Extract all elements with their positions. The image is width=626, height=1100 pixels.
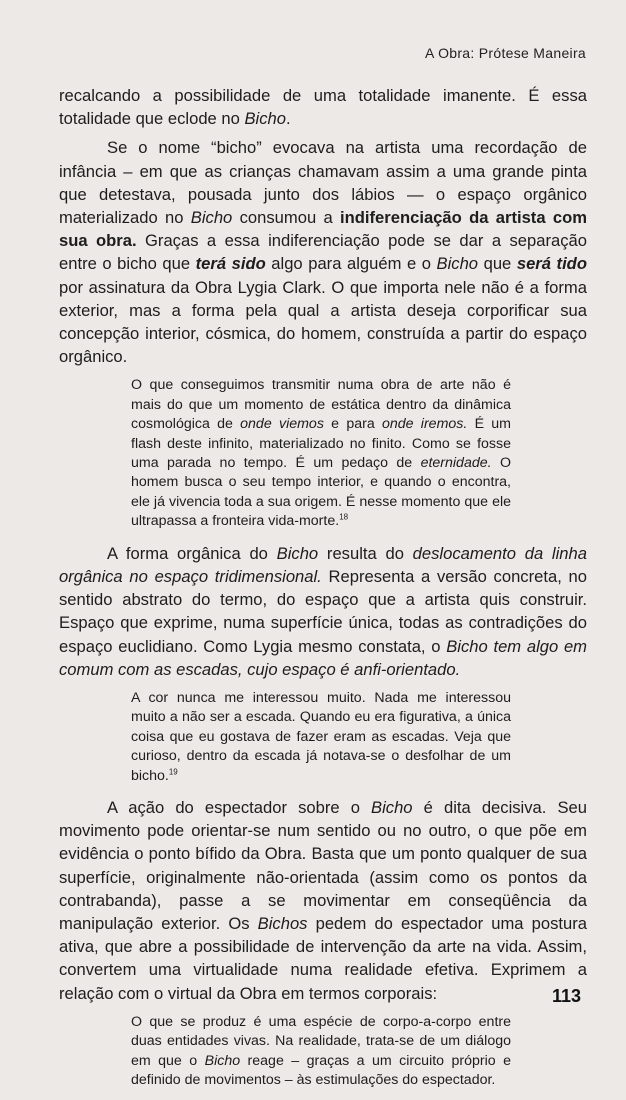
footnote-ref-18: 18 [339,512,349,522]
block-quote-1 [131,376,511,531]
page-body [59,84,587,1100]
footnote-ref-19: 19 [168,766,178,776]
paragraph-3 [59,542,587,681]
text-run: resulta do [318,543,413,563]
italic-run: Bichos [257,913,308,933]
bold-italic-run: terá sido [195,254,266,274]
text-run: O homem busca o seu tempo interior, e quando o encontra, ele já vivencia toda a sua origem. É nesse momento que ele ultrapassa a fronteira vida-morte. [131,455,511,530]
italic-run: Bicho [371,797,413,817]
text-run: consumou a [232,208,341,228]
bold-run: indiferenciação da artista com sua obra. [59,208,587,251]
text-run: algo para alguém e o [265,254,437,274]
italic-run: Bicho [276,543,319,563]
text-run: Se o nome “bicho” evocava na artista uma recordação de infância – em que as crianças chamavam assim a uma grande pinta que detestava, pousada junto dos lábios — o espaço orgânico materializado no [59,138,587,228]
text-run: reage – graças a um circuito próprio e definido de movimentos – às estimulações do espectador. [131,1052,511,1088]
italic-run: deslocamento da linha orgânica no espaço tridimensional. [59,543,587,586]
text-run: recalcando a possibilidade de uma totalidade imanente. É essa totalidade que eclode no [59,86,587,129]
text-run: Representa a versão concreta, no sentido abstrato do termo, do espaço que a artista quis construir. Espaço que exprime, numa superfície única, todas as contradições do espaço euclidiano. Como Lygia mesmo constata, o [59,566,587,656]
italic-run: Bicho [204,1052,241,1069]
paragraph-2 [59,136,587,368]
text-run: O que se produz é uma espécie de corpo-a-corpo entre duas entidades vivas. Na realidade, trata-se de um diálogo em que o [131,1013,511,1069]
italic-run: Bicho [190,208,233,228]
italic-run: Bicho [244,109,286,129]
text-run: A ação do espectador sobre o [107,797,372,817]
page-number: 113 [551,986,581,1006]
text-run: é dita decisiva. Seu movimento pode orientar-se num sentido ou no outro, o que põe em evidência o ponto bífido da Obra. Basta que um ponto qualquer de sua superfície, originalmente não-orientada (assim como os pontos da contrabanda), passe a se movimentar em conseqüência da manipulação exterior. Os [59,797,588,933]
italic-run: onde iremos. [381,416,468,433]
italic-run: eternidade. [420,455,492,472]
text-run: e para [323,416,382,433]
paragraph-1 [59,84,587,130]
block-quote-2 [131,689,511,786]
italic-run: onde viemos [240,416,324,433]
bold-italic-run: será tido [516,254,587,274]
block-quote-3 [131,1013,511,1091]
text-run: . [285,109,291,129]
text-run: que [478,254,517,274]
text-run: É um flash deste infinito, materializado no finito. Como se fosse uma parada no tempo. É um pedaço de [131,416,511,472]
italic-run: Bicho [436,254,479,274]
running-head: A Obra: Prótese Maneira [425,45,586,61]
text-run: O que conseguimos transmitir numa obra de arte não é mais do que um momento de estática dentro da dinâmica cosmológica de [131,377,511,433]
text-run: por assinatura da Obra Lygia Clark. O que importa nele não é a forma exterior, mas a forma pela qual a artista deseja corporificar sua concepção interior, cósmica, do homem, construída a partir do espaço orgânico. [59,277,587,367]
text-run: Graças a essa indiferenciação pode se dar a separação entre o bicho que [59,231,587,274]
text-run: A forma orgânica do [107,543,277,563]
text-run: pedem do espectador uma postura ativa, que abre a possibilidade de intervenção da arte na vida. Assim, convertem uma virtualidade numa realidade efetiva. Exprimem a relação com o virtual da Obra em termos corporais: [59,913,587,1003]
paragraph-4 [59,796,587,1005]
text-run: A cor nunca me interessou muito. Nada me interessou muito a não ser a escada. Quando eu era figurativa, a única coisa que eu gostava de fazer eram as escadas. Veja que curioso, dentro da escada já notava-se o desfolhar de um bicho. [131,689,511,784]
italic-run: Bicho tem algo em comum com as escadas, cujo espaço é anfi-orientado. [59,636,587,679]
